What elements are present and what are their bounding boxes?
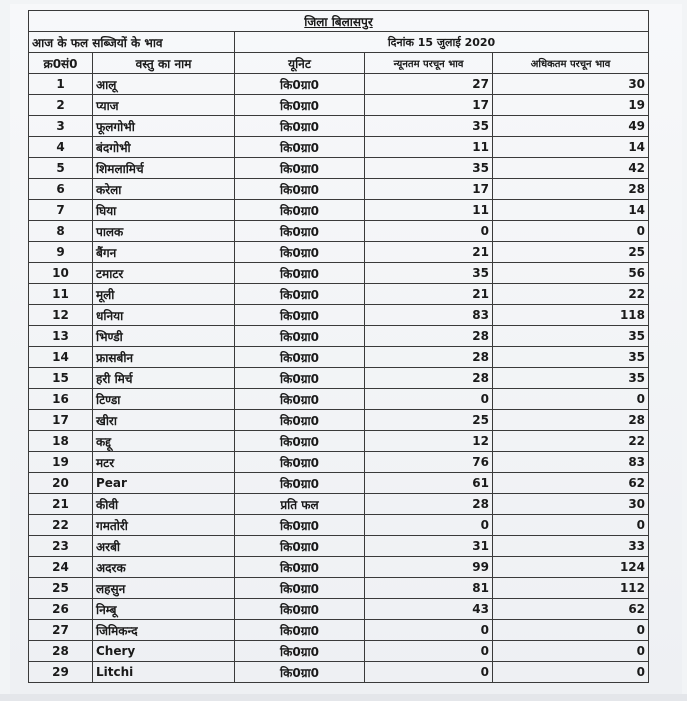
min-price-cell: 35 — [365, 116, 493, 137]
min-price-cell: 83 — [365, 305, 493, 326]
unit-cell: कि0ग्रा0 — [235, 326, 365, 347]
table-row — [29, 263, 649, 284]
serial-number-cell: 29 — [29, 662, 93, 683]
table-row — [29, 557, 649, 578]
max-price-cell: 30 — [493, 74, 649, 95]
max-price-cell: 35 — [493, 368, 649, 389]
serial-number-cell: 1 — [29, 74, 93, 95]
max-price-cell: 35 — [493, 326, 649, 347]
item-name-cell: हरी मिर्च — [93, 368, 235, 389]
unit-cell: कि0ग्रा0 — [235, 179, 365, 200]
max-price-cell: 0 — [493, 221, 649, 242]
table-row — [29, 578, 649, 599]
table-row — [29, 326, 649, 347]
max-price-cell: 28 — [493, 410, 649, 431]
unit-cell: कि0ग्रा0 — [235, 389, 365, 410]
item-name-cell: बंदगोभी — [93, 137, 235, 158]
table-row — [29, 452, 649, 473]
unit-cell: कि0ग्रा0 — [235, 452, 365, 473]
max-price-cell: 0 — [493, 515, 649, 536]
serial-number-cell: 20 — [29, 473, 93, 494]
max-price-cell: 25 — [493, 242, 649, 263]
table-row — [29, 473, 649, 494]
unit-cell: कि0ग्रा0 — [235, 536, 365, 557]
max-price-cell: 33 — [493, 536, 649, 557]
item-name-cell: टिण्डा — [93, 389, 235, 410]
header-max-price: अधिकतम परचून भाव — [493, 53, 649, 74]
min-price-cell: 35 — [365, 263, 493, 284]
min-price-cell: 17 — [365, 95, 493, 116]
date-label: दिनांक 15 जुलाई 2020 — [235, 32, 649, 53]
table-row — [29, 368, 649, 389]
serial-number-cell: 12 — [29, 305, 93, 326]
serial-number-cell: 18 — [29, 431, 93, 452]
min-price-cell: 61 — [365, 473, 493, 494]
min-price-cell: 0 — [365, 662, 493, 683]
table-row — [29, 515, 649, 536]
serial-number-cell: 7 — [29, 200, 93, 221]
item-name-cell: फूलगोभी — [93, 116, 235, 137]
table-row — [29, 116, 649, 137]
min-price-cell: 28 — [365, 347, 493, 368]
unit-cell: कि0ग्रा0 — [235, 641, 365, 662]
min-price-cell: 28 — [365, 494, 493, 515]
table-row — [29, 536, 649, 557]
min-price-cell: 0 — [365, 221, 493, 242]
min-price-cell: 81 — [365, 578, 493, 599]
serial-number-cell: 22 — [29, 515, 93, 536]
max-price-cell: 124 — [493, 557, 649, 578]
min-price-cell: 0 — [365, 515, 493, 536]
min-price-cell: 11 — [365, 200, 493, 221]
serial-number-cell: 9 — [29, 242, 93, 263]
item-name-cell: Litchi — [93, 662, 235, 683]
max-price-cell: 28 — [493, 179, 649, 200]
min-price-cell: 17 — [365, 179, 493, 200]
max-price-cell: 112 — [493, 578, 649, 599]
item-name-cell: पालक — [93, 221, 235, 242]
district-title: जिला बिलासपुर — [29, 11, 649, 32]
item-name-cell: आलू — [93, 74, 235, 95]
unit-cell: कि0ग्रा0 — [235, 116, 365, 137]
min-price-cell: 25 — [365, 410, 493, 431]
unit-cell: कि0ग्रा0 — [235, 557, 365, 578]
unit-cell: कि0ग्रा0 — [235, 473, 365, 494]
min-price-cell: 12 — [365, 431, 493, 452]
serial-number-cell: 10 — [29, 263, 93, 284]
serial-number-cell: 2 — [29, 95, 93, 116]
table-row — [29, 389, 649, 410]
table-row — [29, 347, 649, 368]
max-price-cell: 83 — [493, 452, 649, 473]
serial-number-cell: 19 — [29, 452, 93, 473]
serial-number-cell: 8 — [29, 221, 93, 242]
document-page — [10, 4, 682, 694]
max-price-cell: 0 — [493, 641, 649, 662]
min-price-cell: 76 — [365, 452, 493, 473]
table-row — [29, 137, 649, 158]
unit-cell: कि0ग्रा0 — [235, 578, 365, 599]
serial-number-cell: 13 — [29, 326, 93, 347]
serial-number-cell: 26 — [29, 599, 93, 620]
min-price-cell: 28 — [365, 368, 493, 389]
unit-cell: कि0ग्रा0 — [235, 368, 365, 389]
table-row — [29, 74, 649, 95]
serial-number-cell: 3 — [29, 116, 93, 137]
photo-bottom-edge — [0, 694, 687, 701]
max-price-cell: 56 — [493, 263, 649, 284]
serial-number-cell: 24 — [29, 557, 93, 578]
serial-number-cell: 5 — [29, 158, 93, 179]
serial-number-cell: 11 — [29, 284, 93, 305]
serial-number-cell: 15 — [29, 368, 93, 389]
item-name-cell: धनिया — [93, 305, 235, 326]
min-price-cell: 35 — [365, 158, 493, 179]
table-row — [29, 200, 649, 221]
item-name-cell: कीवी — [93, 494, 235, 515]
max-price-cell: 22 — [493, 431, 649, 452]
max-price-cell: 42 — [493, 158, 649, 179]
table-row — [29, 410, 649, 431]
serial-number-cell: 23 — [29, 536, 93, 557]
unit-cell: कि0ग्रा0 — [235, 599, 365, 620]
serial-number-cell: 4 — [29, 137, 93, 158]
header-min-price: न्यूनतम परचून भाव — [365, 53, 493, 74]
item-name-cell: अरबी — [93, 536, 235, 557]
item-name-cell: निम्बू — [93, 599, 235, 620]
unit-cell: कि0ग्रा0 — [235, 347, 365, 368]
title-row — [29, 11, 649, 32]
item-name-cell: शिमलामिर्च — [93, 158, 235, 179]
max-price-cell: 0 — [493, 620, 649, 641]
max-price-cell: 0 — [493, 662, 649, 683]
unit-cell: कि0ग्रा0 — [235, 95, 365, 116]
unit-cell: कि0ग्रा0 — [235, 431, 365, 452]
item-name-cell: गमतोरी — [93, 515, 235, 536]
unit-cell: कि0ग्रा0 — [235, 200, 365, 221]
max-price-cell: 22 — [493, 284, 649, 305]
item-name-cell: कद्दू — [93, 431, 235, 452]
min-price-cell: 0 — [365, 389, 493, 410]
serial-number-cell: 16 — [29, 389, 93, 410]
unit-cell: कि0ग्रा0 — [235, 620, 365, 641]
table-row — [29, 179, 649, 200]
unit-cell: प्रति फल — [235, 494, 365, 515]
item-name-cell: घिया — [93, 200, 235, 221]
table-row — [29, 284, 649, 305]
subtitle: आज के फल सब्जियों के भाव — [29, 32, 235, 53]
item-name-cell: टमाटर — [93, 263, 235, 284]
serial-number-cell: 21 — [29, 494, 93, 515]
unit-cell: कि0ग्रा0 — [235, 263, 365, 284]
table-row — [29, 431, 649, 452]
item-name-cell: खीरा — [93, 410, 235, 431]
item-name-cell: करेला — [93, 179, 235, 200]
min-price-cell: 28 — [365, 326, 493, 347]
unit-cell: कि0ग्रा0 — [235, 305, 365, 326]
max-price-cell: 62 — [493, 473, 649, 494]
min-price-cell: 11 — [365, 137, 493, 158]
serial-number-cell: 28 — [29, 641, 93, 662]
item-name-cell: Pear — [93, 473, 235, 494]
unit-cell: कि0ग्रा0 — [235, 137, 365, 158]
max-price-cell: 49 — [493, 116, 649, 137]
table-row — [29, 242, 649, 263]
header-sno: क्र0सं0 — [29, 53, 93, 74]
table-row — [29, 305, 649, 326]
item-name-cell: जिमिकन्द — [93, 620, 235, 641]
min-price-cell: 21 — [365, 284, 493, 305]
unit-cell: कि0ग्रा0 — [235, 74, 365, 95]
table-row — [29, 620, 649, 641]
min-price-cell: 0 — [365, 620, 493, 641]
max-price-cell: 35 — [493, 347, 649, 368]
max-price-cell: 62 — [493, 599, 649, 620]
item-name-cell: लहसुन — [93, 578, 235, 599]
subtitle-row — [29, 32, 649, 53]
table-row — [29, 641, 649, 662]
header-unit: यूनिट — [235, 53, 365, 74]
item-name-cell: प्याज — [93, 95, 235, 116]
serial-number-cell: 25 — [29, 578, 93, 599]
max-price-cell: 14 — [493, 200, 649, 221]
min-price-cell: 31 — [365, 536, 493, 557]
item-name-cell: भिण्डी — [93, 326, 235, 347]
min-price-cell: 27 — [365, 74, 493, 95]
header-row — [29, 53, 649, 74]
table-row — [29, 158, 649, 179]
item-name-cell: मटर — [93, 452, 235, 473]
max-price-cell: 0 — [493, 389, 649, 410]
item-name-cell: फ्रासबीन — [93, 347, 235, 368]
unit-cell: कि0ग्रा0 — [235, 158, 365, 179]
header-item: वस्तु का नाम — [93, 53, 235, 74]
table-row — [29, 221, 649, 242]
table-row — [29, 599, 649, 620]
max-price-cell: 14 — [493, 137, 649, 158]
serial-number-cell: 17 — [29, 410, 93, 431]
item-name-cell: Chery — [93, 641, 235, 662]
min-price-cell: 0 — [365, 641, 493, 662]
item-name-cell: मूली — [93, 284, 235, 305]
min-price-cell: 99 — [365, 557, 493, 578]
unit-cell: कि0ग्रा0 — [235, 284, 365, 305]
max-price-cell: 30 — [493, 494, 649, 515]
item-name-cell: अदरक — [93, 557, 235, 578]
min-price-cell: 21 — [365, 242, 493, 263]
max-price-cell: 118 — [493, 305, 649, 326]
table-row — [29, 494, 649, 515]
item-name-cell: बैंगन — [93, 242, 235, 263]
unit-cell: कि0ग्रा0 — [235, 515, 365, 536]
unit-cell: कि0ग्रा0 — [235, 410, 365, 431]
unit-cell: कि0ग्रा0 — [235, 242, 365, 263]
min-price-cell: 43 — [365, 599, 493, 620]
serial-number-cell: 14 — [29, 347, 93, 368]
max-price-cell: 19 — [493, 95, 649, 116]
price-table-body — [29, 11, 649, 683]
table-row — [29, 95, 649, 116]
serial-number-cell: 6 — [29, 179, 93, 200]
price-table — [28, 10, 649, 683]
unit-cell: कि0ग्रा0 — [235, 221, 365, 242]
serial-number-cell: 27 — [29, 620, 93, 641]
table-row — [29, 662, 649, 683]
unit-cell: कि0ग्रा0 — [235, 662, 365, 683]
